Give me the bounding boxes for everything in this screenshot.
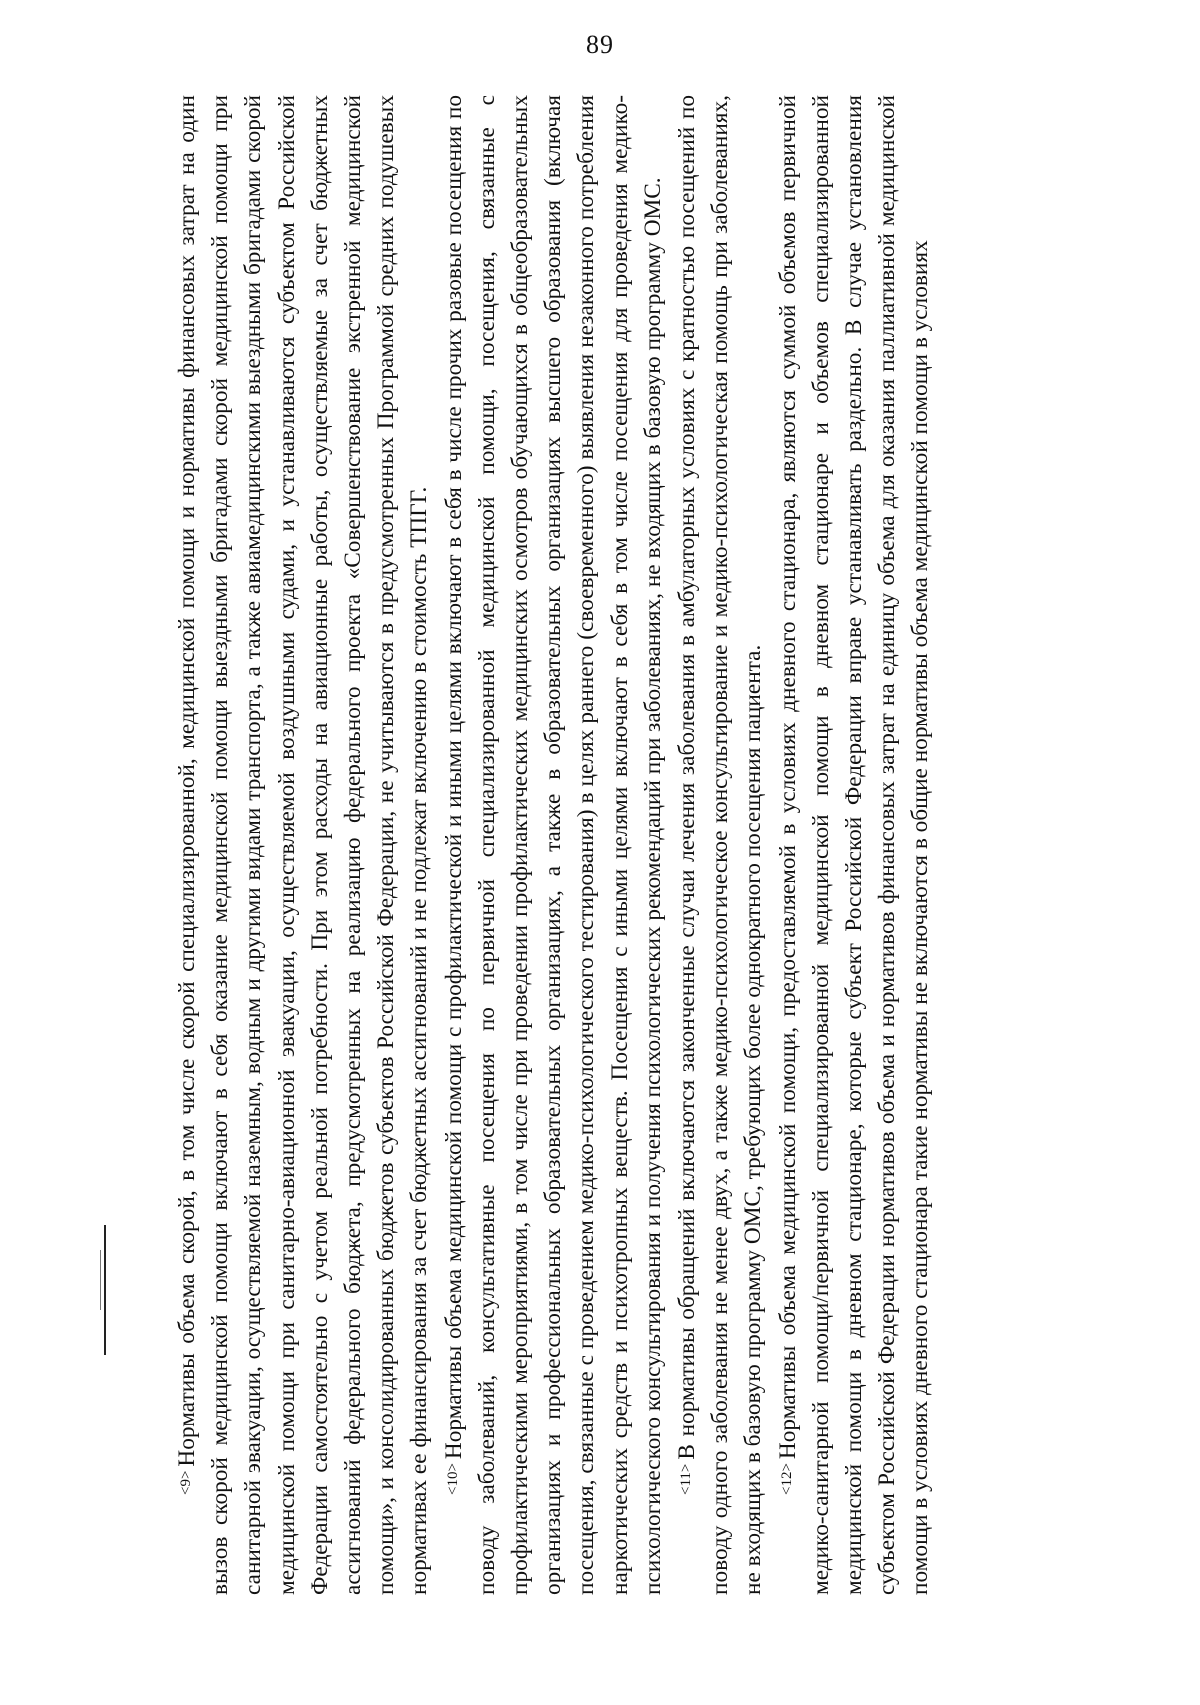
footnote-10 (437, 95, 670, 1595)
footnote-12 (771, 95, 938, 1595)
footnote-9 (170, 95, 437, 1595)
rotated-text-block (170, 95, 938, 1595)
footnote-text: Нормативы объема медицинской помощи с профилактической и иными целями включают в себя в числе прочих разовые посещения по поводу заболеваний, консультативные посещения по первичной специализированной медицинской помощи, посещения, связанные с профилактическими мероприятиями, в том числе при проведении профилактических медицинских осмотров обучающихся в общеобразовательных организациях и профессиональных образовательных организациях, а также в образовательных организациях высшего образования (включая посещения, связанные с проведением медико-психологического тестирования) в целях раннего (своевременного) выявления незаконного потребления наркотических средств и психотропных веществ. Посещения с иными целями включают в себя в том числе посещения для проведения медико-психологического консультирования и получения психологических рекомендаций при заболеваниях, не входящих в базовую программу ОМС. (440, 95, 666, 1595)
scan-artifact-line (104, 1225, 106, 1355)
footnote-text: Нормативы объема медицинской помощи, предоставляемой в условиях дневного стационара, являются суммой объемов первичной медико-санитарной помощи/первичной специализированной медицинской помощи в дневном стационаре и объемов специализированной медицинской помощи в дневном стационаре, которые субъект Российской Федерации вправе устанавливать раздельно. В случае установления субъектом Российской Федерации нормативов объема и нормативов финансовых затрат на единицу объема для оказания паллиативной медицинской помощи в условиях дневного стационара такие нормативы не включаются в общие нормативы объема медицинской помощи в условиях (774, 95, 934, 1595)
footnote-mark: <9> (178, 1470, 194, 1495)
footnote-text: В нормативы обращений включаются законченные случаи лечения заболевания в амбулаторных условиях с кратностью посещений по поводу одного заболевания не менее двух, а также медико-психологическое консультирование и медико-психологическая помощь при заболеваниях, не входящих в базовую программу ОМС, требующих более однократного посещения пациента. (674, 95, 767, 1595)
footnote-11 (670, 95, 771, 1595)
footnote-mark: <12> (778, 1463, 795, 1495)
footnote-mark: <10> (444, 1463, 461, 1495)
scan-artifact-line-thin (100, 1250, 101, 1310)
footnote-mark: <11> (678, 1463, 695, 1495)
footnote-text: Нормативы объема скорой, в том числе скорой специализированной, медицинской помощи и нормативы финансовых затрат на один вызов скорой медицинской помощи включают в себя оказание медицинской помощи выездными бригадами скорой медицинской помощи при санитарной эвакуации, осуществляемой наземным, водным и другими видами транспорта, а также авиамедицинскими выездными бригадами скорой медицинской помощи при санитарно-авиационной эвакуации, осуществляемой воздушными судами, и устанавливаются субъектом Российской Федерации самостоятельно с учетом реальной потребности. При этом расходы на авиационные работы, осуществляемые за счет бюджетных ассигнований федерального бюджета, предусмотренных на реализацию федерального проекта «Совершенствование экстренной медицинской помощи», и консолидированных бюджетов субъектов Российской Федерации, не учитываются в предусмотренных Программой средних подушевых нормативах ее финансирования за счет бюджетных ассигнований и не подлежат включению в стоимость ТПГГ. (174, 95, 433, 1595)
page-number: 89 (586, 30, 614, 59)
